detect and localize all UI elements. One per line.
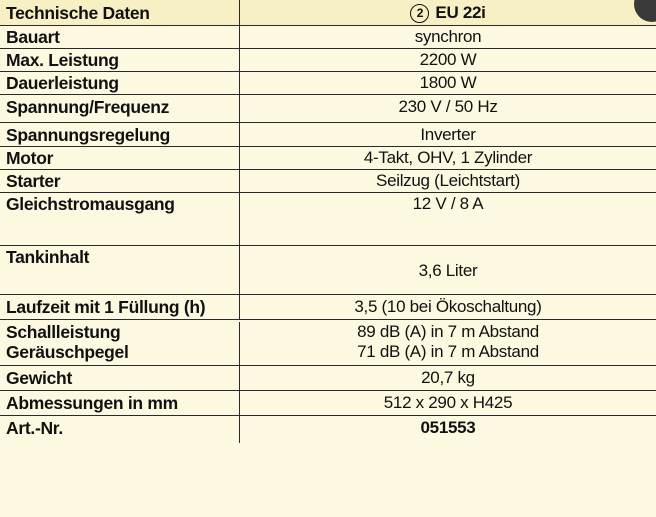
table-row (0, 147, 656, 170)
row-value: 20,7 kg (421, 368, 475, 387)
table-row (0, 26, 656, 49)
row-label: Spannungsregelung (0, 123, 240, 146)
table-header-row (0, 0, 656, 26)
row-label: Gewicht (0, 366, 240, 390)
row-value: Inverter (420, 125, 476, 144)
row-label: Spannung/Frequenz (0, 95, 240, 122)
row-value-group (240, 322, 656, 365)
row-value: 512 x 290 x H425 (383, 393, 513, 412)
row-value: 89 dB (A) in 7 m Abstand (357, 322, 539, 341)
row-value: 12 V / 8 A (412, 194, 484, 213)
row-value: 3,6 Liter (418, 261, 478, 280)
row-value: 2200 W (419, 50, 477, 69)
row-label: Abmessungen in mm (0, 391, 240, 415)
table-row-double (0, 320, 656, 366)
row-label: Art.-Nr. (0, 416, 240, 443)
row-label: Schallleistung (6, 322, 121, 342)
header-label: Technische Daten (0, 0, 240, 26)
row-value: 4-Takt, OHV, 1 Zylinder (363, 148, 533, 167)
row-value: 1800 W (419, 73, 477, 92)
row-label: Tankinhalt (0, 246, 240, 294)
table-row (0, 193, 656, 246)
table-row (0, 366, 656, 391)
row-label: Max. Leistung (0, 49, 240, 71)
table-row (0, 246, 656, 295)
table-row (0, 416, 656, 443)
row-value: 230 V / 50 Hz (398, 97, 498, 116)
row-label: Dauerleistung (0, 72, 240, 94)
table-row (0, 123, 656, 147)
row-label: Laufzeit mit 1 Füllung (h) (0, 295, 240, 319)
row-label-group (0, 322, 240, 365)
row-label: Gleichstromausgang (0, 193, 240, 245)
row-value: 71 dB (A) in 7 m Abstand (357, 342, 539, 361)
table-row (0, 295, 656, 320)
table-row (0, 95, 656, 123)
row-label: Starter (0, 170, 240, 192)
table-row (0, 49, 656, 72)
row-label: Motor (0, 147, 240, 169)
row-value: Seilzug (Leichtstart) (376, 171, 520, 190)
model-name: EU 22i (435, 2, 486, 22)
table-row (0, 72, 656, 95)
row-value: synchron (414, 27, 482, 46)
table-row (0, 391, 656, 416)
table-row (0, 170, 656, 193)
row-label: Geräuschpegel (6, 342, 129, 362)
row-value: 051553 (420, 418, 476, 437)
model-number-badge: 2 (410, 4, 429, 23)
row-label: Bauart (0, 26, 240, 48)
header-model (240, 0, 656, 26)
row-value: 3,5 (10 bei Ökoschaltung) (354, 297, 542, 316)
